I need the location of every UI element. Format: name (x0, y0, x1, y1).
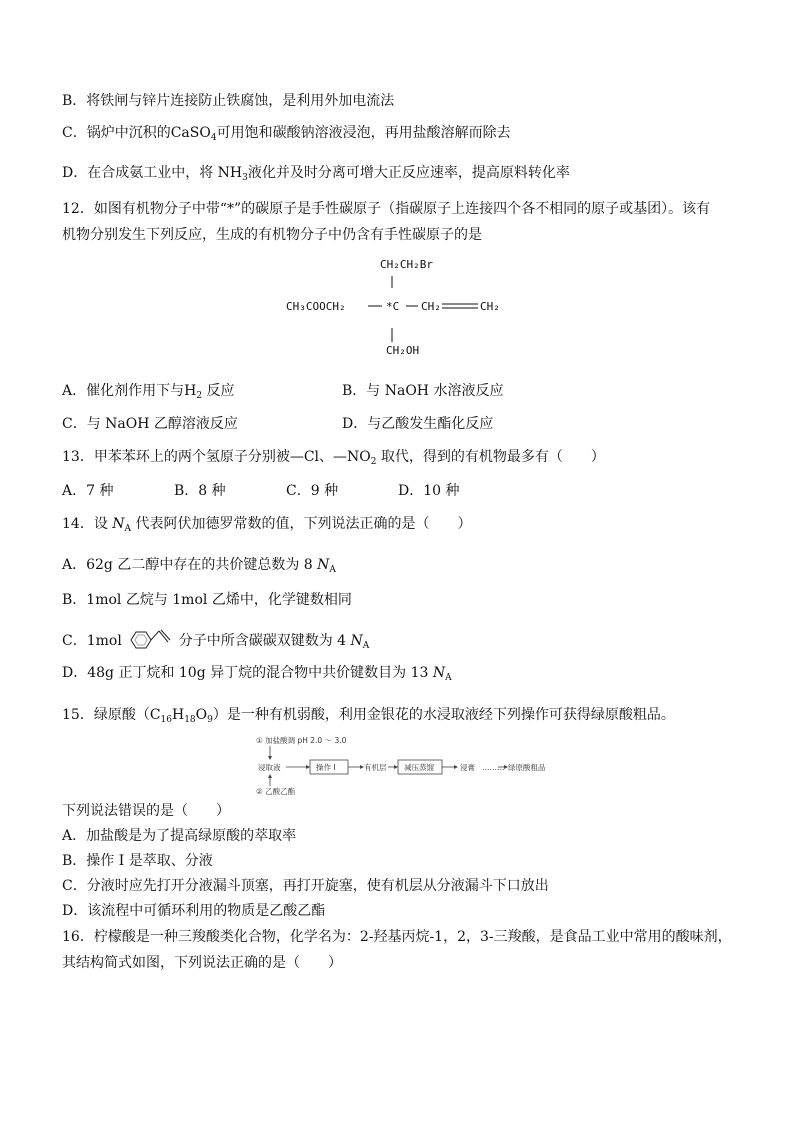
q16-stem-line2: 其结构简式如图，下列说法正确的是（ ） (62, 955, 342, 971)
q13-option-d: D．10 种 (398, 483, 460, 499)
structure-right-ch2-2: CH₂ (480, 300, 500, 313)
q13-stem: 13．甲苯苯环上的两个氢原子分别被—Cl、$—NO_2$ 取代，得到的有机物最多有（ ） (62, 449, 605, 467)
q12-option-d: D．与乙酸发生酯化反应 (342, 416, 494, 432)
q14-option-a: A．62g 乙二醇中存在的共价键总数为 8 $N_A$ (62, 557, 336, 575)
q14-option-c: C．1mol 分子中所含碳碳双键数为 4 $N_A$ (62, 628, 369, 652)
q11-option-c: C．锅炉中沉积的CaSO$_4$可用饱和碳酸钠溶液浸泡，再用盐酸溶解而除去 (62, 125, 511, 143)
flow-vacuum-distillation: 减压蒸馏 (404, 763, 434, 772)
q15-option-a: A．加盐酸是为了提高绿原酸的萃取率 (62, 828, 297, 844)
q13-option-b: B．8 种 (174, 483, 226, 499)
q12-option-b: B．与 NaOH 水溶液反应 (342, 383, 504, 399)
q15-question: 下列说法错误的是（ ） (62, 803, 230, 819)
q15-option-c: C．分液时应先打开分液漏斗顶塞，再打开旋塞，使有机层从分液漏斗下口放出 (62, 878, 549, 894)
q15-option-d: D．该流程中可循环利用的物质是乙酸乙酯 (62, 903, 326, 919)
q14-option-d: D．48g 正丁烷和 10g 异丁烷的混合物中共价键数目为 13 $N_A$ (62, 665, 452, 683)
flow-extract: 浸膏 (460, 763, 475, 772)
flow-start: 浸取液 (258, 763, 281, 772)
q12-option-a: A．催化剂作用下与$H_2$ 反应 (62, 383, 235, 401)
q12-stem-line2: 机物分别发生下列反应，生成的有机物分子中仍含有手性碳原子的是 (62, 227, 482, 243)
chiral-molecule-structure (280, 252, 520, 362)
flow-organic-layer: 有机层 (364, 763, 387, 772)
q11-option-d: D．在合成氨工业中，将 $NH_3$液化并及时分离可增大正反应速率，提高原料转化率 (62, 165, 570, 183)
flow-step1-label: ① 加盐酸调 pH 2.0 ～ 3.0 (256, 736, 347, 745)
q12-stem-line1: 12．如图有机物分子中带“*”的碳原子是手性碳原子（指碳原子上连接四个各不相同的原子或基团）。该有 (62, 201, 711, 217)
flow-end: 绿原酸粗品 (508, 763, 546, 772)
q15-stem: 15．绿原酸$(C_{16}H_{18}O_9)$是一种有机弱酸，利用金银花的水浸取液经下列操作可获得绿原酸粗品。 (62, 707, 675, 725)
structure-right-ch2-1: CH₂ (421, 300, 441, 313)
styrene-structure-icon (126, 628, 174, 652)
q13-option-a: A．7 种 (62, 483, 114, 499)
structure-top-group: CH₂CH₂Br (380, 258, 433, 271)
q14-stem: 14．设 $N_A$ 代表阿伏加德罗常数的值，下列说法正确的是（ ） (62, 516, 472, 534)
flow-dots: ……… (482, 763, 505, 772)
structure-left-group: CH₃COOCH₂ (286, 300, 346, 313)
flow-step2-label: ② 乙酸乙酯 (256, 787, 296, 796)
structure-chiral-carbon: *C (386, 300, 400, 313)
structure-bottom-group: CH₂OH (386, 344, 420, 357)
q14-option-b: B．1mol 乙烷与 1mol 乙烯中，化学键数相同 (62, 592, 352, 608)
q16-stem-line1: 16．柠檬酸是一种三羧酸类化合物，化学名为：2-羟基丙烷-1，2，3-三羧酸，是食品工业中常用的酸味剂， (62, 929, 732, 945)
q15-option-b: B．操作 I 是萃取、分液 (62, 853, 213, 869)
q11-option-b: B．将铁闸与锌片连接防止铁腐蚀，是利用外加电流法 (62, 93, 395, 109)
process-flow-diagram (254, 734, 554, 798)
q13-option-c: C．9 种 (286, 483, 339, 499)
flow-operation1: 操作 Ⅰ (316, 763, 336, 772)
q12-option-c: C．与 NaOH 乙醇溶液反应 (62, 416, 238, 432)
